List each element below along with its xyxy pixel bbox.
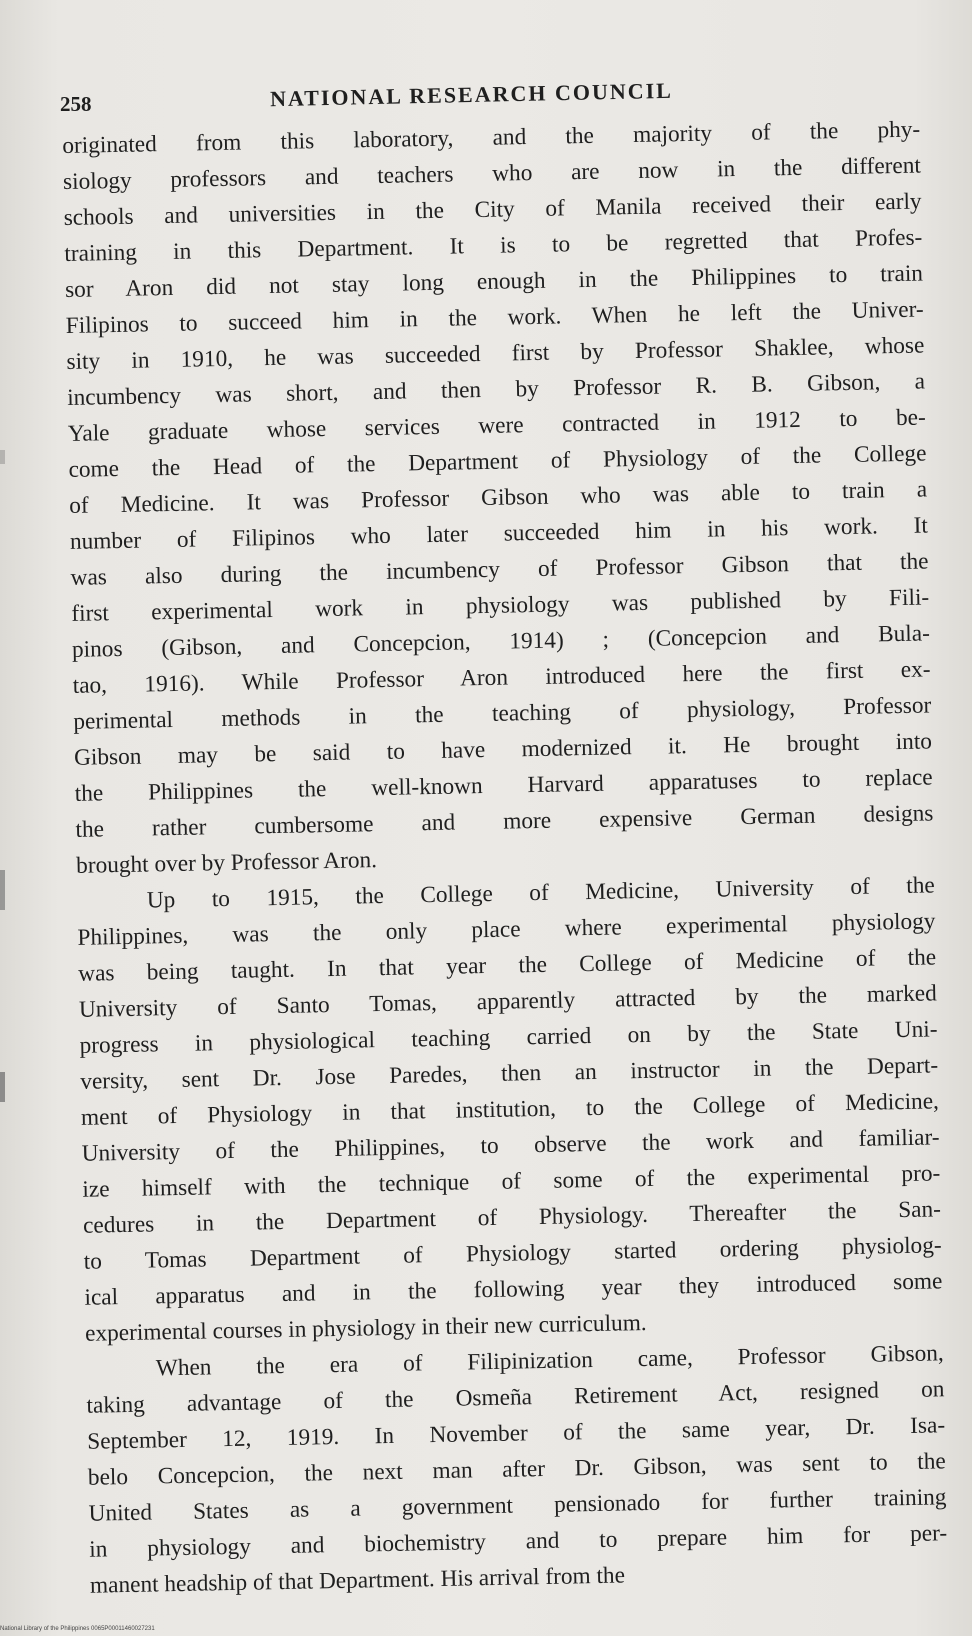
text-line: Up to 1915, the College of Medicine, University of the [146,872,935,914]
text-line: sity in 1910, he was succeeded first by Professor Shaklee, whose [66,332,925,375]
footer-note: National Library of the Philippines 0065P00011460027231 [0,1626,155,1632]
text-line: the Philippines the well-known Harvard apparatuses to replace [74,764,933,807]
text-line: ical apparatus and in the following year they introduced some [84,1268,943,1311]
text-line: training in this Department. It is to be regretted that Profes- [64,224,923,267]
text-line: originated from this laboratory, and the majority of the phy- [62,116,921,159]
text-line: University of the Philippines, to observe the work and familiar- [81,1124,940,1167]
text-line: in physiology and biochemistry and to prepare him for per- [89,1520,948,1563]
text-line: progress in physiological teaching carried on by the State Uni- [79,1016,938,1059]
text-line: sor Aron did not stay long enough in the Philippines to train [64,260,924,303]
text-line: siology professors and teachers who are now in the different [62,152,922,195]
text-line: to Tomas Department of Physiology started ordering physiolog- [83,1232,942,1275]
paragraph [62,111,936,883]
text-line: pinos (Gibson, and Concepcion, 1914) ; (Concepcion and Bula- [71,620,931,663]
text-line: brought over by Professor Aron. [75,847,378,879]
text-line: come the Head of the Department of Physiology of the College [68,440,927,483]
paragraph [85,1335,950,1603]
text-line: was also during the incumbency of Professor Gibson that the [70,548,929,591]
paragraph [77,867,946,1351]
text-line: perimental methods in the teaching of physiology, Professor [73,692,932,735]
text-line: tao, 1916). While Professor Aron introduced here the first ex- [72,656,931,699]
text-line: the rather cumbersome and more expensive German designs [75,800,934,843]
text-line: taking advantage of the Osmeña Retirement Act, resigned on [86,1376,945,1419]
text-line: Philippines, was the only place where experimental physiology [77,908,936,951]
text-line: manent headship of that Department. His arrival from the [89,1562,626,1599]
text-line: of Medicine. It was Professor Gibson who was able to train a [69,476,928,519]
page-header [60,78,920,118]
body-text [62,111,950,1603]
text-line: September 12, 1919. In November of the same year, Dr. Isa- [86,1412,946,1455]
margin-mark-middle [0,870,5,910]
text-line: ize himself with the technique of some of the experimental pro- [82,1160,941,1203]
text-line: Gibson may be said to have modernized it. He brought into [73,728,933,771]
text-line: ment of Physiology in that institution, to the College of Medicine, [80,1088,940,1131]
text-line: number of Filipinos who later succeeded him in his work. It [69,512,929,555]
text-line: first experimental work in physiology was published by Fili- [71,584,930,627]
margin-mark-lower [0,1072,5,1102]
page-number: 258 [60,92,92,116]
text-line: University of Santo Tomas, apparently attracted by the marked [78,980,938,1023]
text-line: United States as a government pensionado for further training [88,1484,947,1527]
margin-mark-upper [0,450,5,464]
text-line: was being taught. In that year the College of Medicine of the [77,944,937,987]
text-line: schools and universities in the City of Manila received their early [63,188,922,231]
text-line: versity, sent Dr. Jose Paredes, then an instructor in the Depart- [80,1052,939,1095]
text-line: belo Concepcion, the next man after Dr. Gibson, was sent to the [87,1448,947,1491]
text-line: Yale graduate whose services were contracted in 1912 to be- [67,404,926,447]
text-line: experimental courses in physiology in their new curriculum. [84,1309,647,1347]
text-line: incumbency was short, and then by Professor R. B. Gibson, a [66,368,926,411]
text-line: When the era of Filipinization came, Professor Gibson, [155,1340,944,1382]
running-head: NATIONAL RESEARCH COUNCIL [269,77,674,112]
text-line: cedures in the Department of Physiology. Thereafter the San- [82,1196,942,1239]
text-line: Filipinos to succeed him in the work. When he left the Univer- [65,296,924,339]
